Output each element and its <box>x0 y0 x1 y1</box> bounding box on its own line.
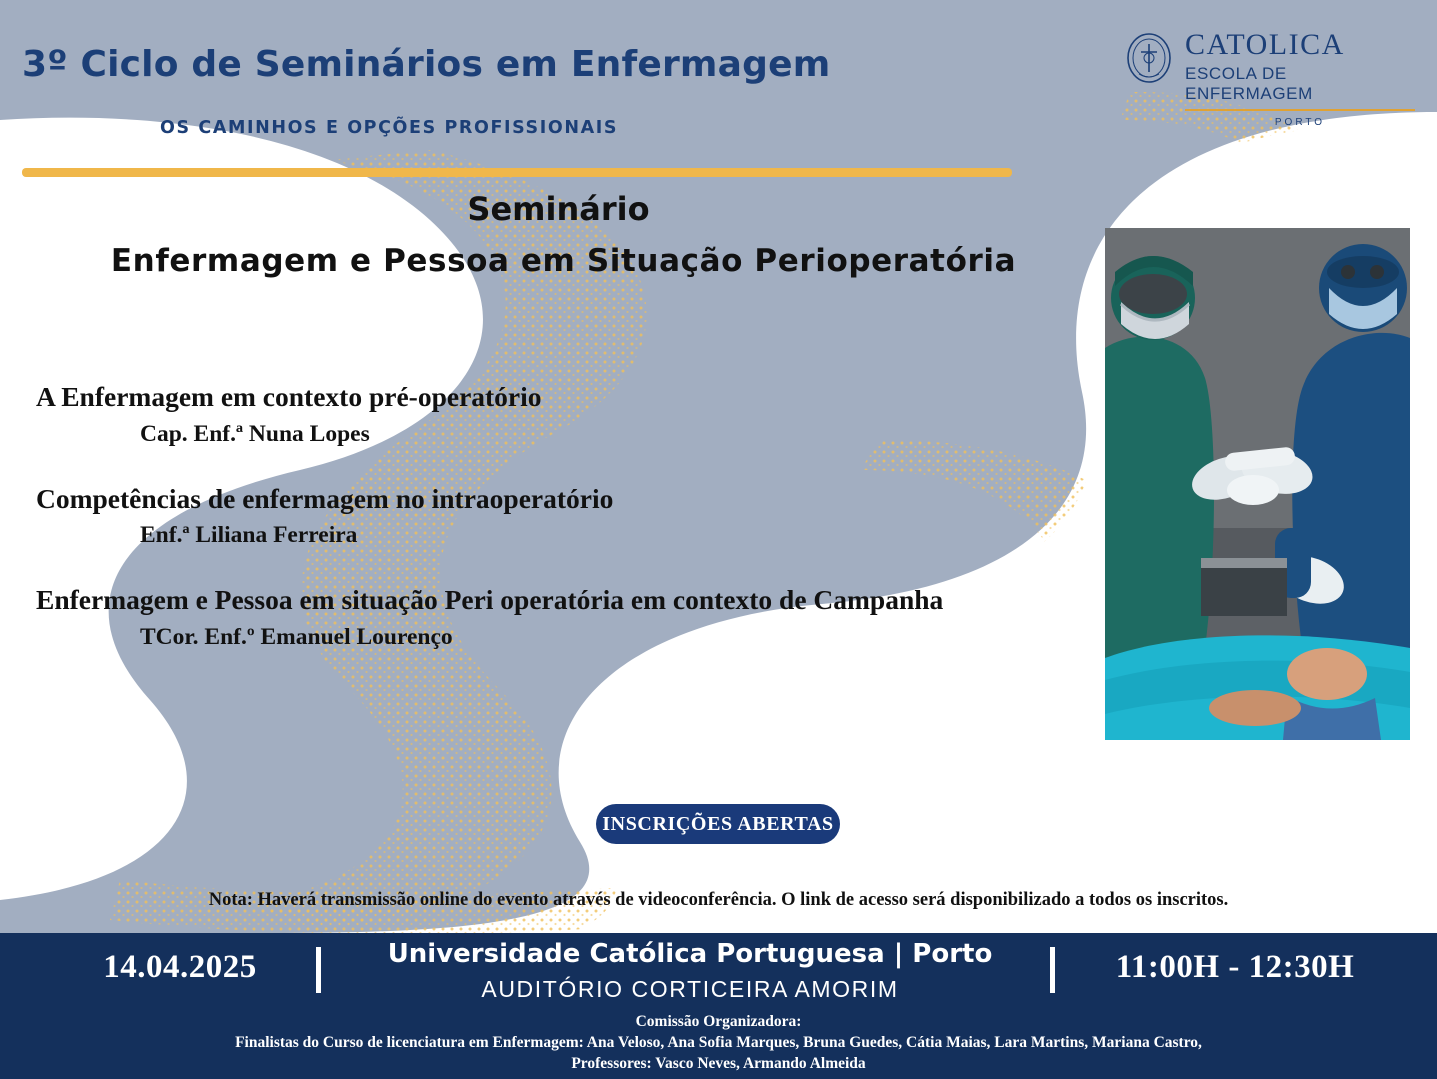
event-room: AUDITÓRIO CORTICEIRA AMORIM <box>481 976 899 1002</box>
crest-icon <box>1125 32 1173 84</box>
page-title: 3º Ciclo de Seminários em Enfermagem <box>22 44 831 85</box>
committee-students: Finalistas do Curso de licenciatura em Enfermagem: Ana Veloso, Ana Sofia Marques, Bruna Guedes, Cátia Maias, Lara Martins, Mariana Castro, <box>235 1034 1202 1052</box>
event-date: 14.04.2025 <box>103 949 257 985</box>
talk-item <box>36 482 1066 550</box>
gold-divider <box>22 168 1012 177</box>
organizing-committee <box>0 1012 1437 1075</box>
talk-speaker: Cap. Enf.ª Nuna Lopes <box>140 420 370 447</box>
footer-top <box>0 933 1437 1019</box>
talks-list <box>36 380 1066 685</box>
talk-title: Competências de enfermagem no intraoperatório <box>36 482 614 514</box>
seminar-title: Enfermagem e Pessoa em Situação Perioperatória <box>110 243 1017 279</box>
footer-divider-right <box>1050 947 1055 993</box>
operating-room-image <box>1105 228 1410 740</box>
event-venue: Universidade Católica Portuguesa | Porto <box>387 939 993 969</box>
online-note: Nota: Haverá transmissão online do evento através de videoconferência. O link de acesso será disponibilizado a todos os inscritos. <box>208 890 1229 910</box>
logo-line-school: ESCOLA DE ENFERMAGEM <box>1185 64 1313 103</box>
event-location <box>340 939 1040 1003</box>
logo-underline <box>1185 109 1415 111</box>
talk-title: A Enfermagem em contexto pré-operatório <box>36 381 542 412</box>
footer <box>0 933 1437 1079</box>
committee-label: Comissão Organizadora: <box>635 1013 802 1031</box>
surgery-photo <box>1105 228 1410 740</box>
logo-line-catolica: CATOLICA <box>1185 28 1345 61</box>
talk-speaker: TCor. Enf.º Emanuel Lourenço <box>140 623 453 650</box>
event-time: 11:00H - 12:30H <box>1115 949 1355 985</box>
talk-speaker: Enf.ª Liliana Ferreira <box>140 522 358 549</box>
talk-item <box>36 583 1066 651</box>
registration-button[interactable]: INSCRIÇÕES ABERTAS <box>596 804 840 844</box>
seminar-label: Seminário <box>467 190 650 228</box>
committee-teachers: Professores: Vasco Neves, Armando Almeida <box>571 1055 866 1073</box>
logo-line-city: PORTO <box>1274 117 1326 128</box>
page-subtitle: OS CAMINHOS E OPÇÕES PROFISSIONAIS <box>160 118 619 138</box>
talk-item <box>36 380 1066 448</box>
institution-logo <box>1125 28 1415 128</box>
talk-title: Enfermagem e Pessoa em situação Peri operatória em contexto de Campanha <box>36 584 944 616</box>
footer-divider-left <box>316 947 321 993</box>
